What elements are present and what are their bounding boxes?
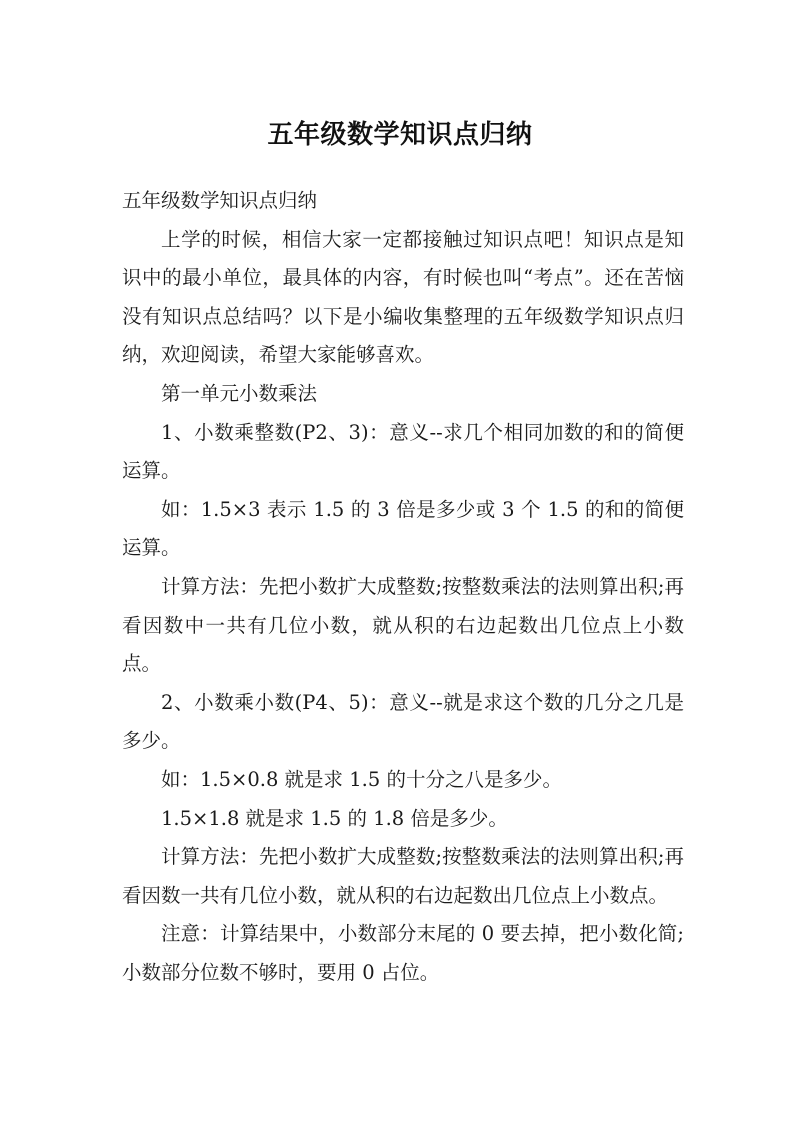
document-title: 五年级数学知识点归纳: [267, 120, 533, 151]
paragraph-method-1: 计算方法：先把小数扩大成整数;按整数乘法的法则算出积;再看因数中一共有几位小数，就从积的右边起数出几位点上小数点。: [122, 574, 684, 676]
paragraph-subtitle: 五年级数学知识点归纳: [122, 189, 318, 212]
document-body: [122, 182, 684, 992]
paragraph-decimal-times-integer: 1、小数乘整数(P2、3)：意义--求几个相同加数的和的简便运算。: [122, 420, 684, 483]
paragraph-method-2: 计算方法：先把小数扩大成整数;按整数乘法的法则算出积;再看因数一共有几位小数，就从积的右边起数出几位点上小数点。: [122, 845, 684, 907]
paragraph-example-2: 如：1.5×0.8 就是求 1.5 的十分之八是多少。: [161, 767, 562, 791]
paragraph-note: 注意：计算结果中，小数部分末尾的 0 要去掉，把小数化简;小数部分位数不够时，要用 0 占位。: [122, 922, 684, 984]
paragraph-example-1: 如：1.5×3 表示 1.5 的 3 倍是多少或 3 个 1.5 的和的简便运算。: [122, 497, 684, 560]
paragraph-intro: 上学的时候，相信大家一定都接触过知识点吧！知识点是知识中的最小单位，最具体的内容，有时候也叫“考点”。还在苦恼没有知识点总结吗？以下是小编收集整理的五年级数学知识点归纳，欢迎阅读，希望大家能够喜欢。: [122, 227, 684, 367]
paragraph-unit-heading: 第一单元小数乘法: [161, 381, 318, 405]
paragraph-decimal-times-decimal: 2、小数乘小数(P4、5)：意义--就是求这个数的几分之几是多少。: [122, 690, 684, 753]
paragraph-example-3: 1.5×1.8 就是求 1.5 的 1.8 倍是多少。: [161, 806, 508, 830]
